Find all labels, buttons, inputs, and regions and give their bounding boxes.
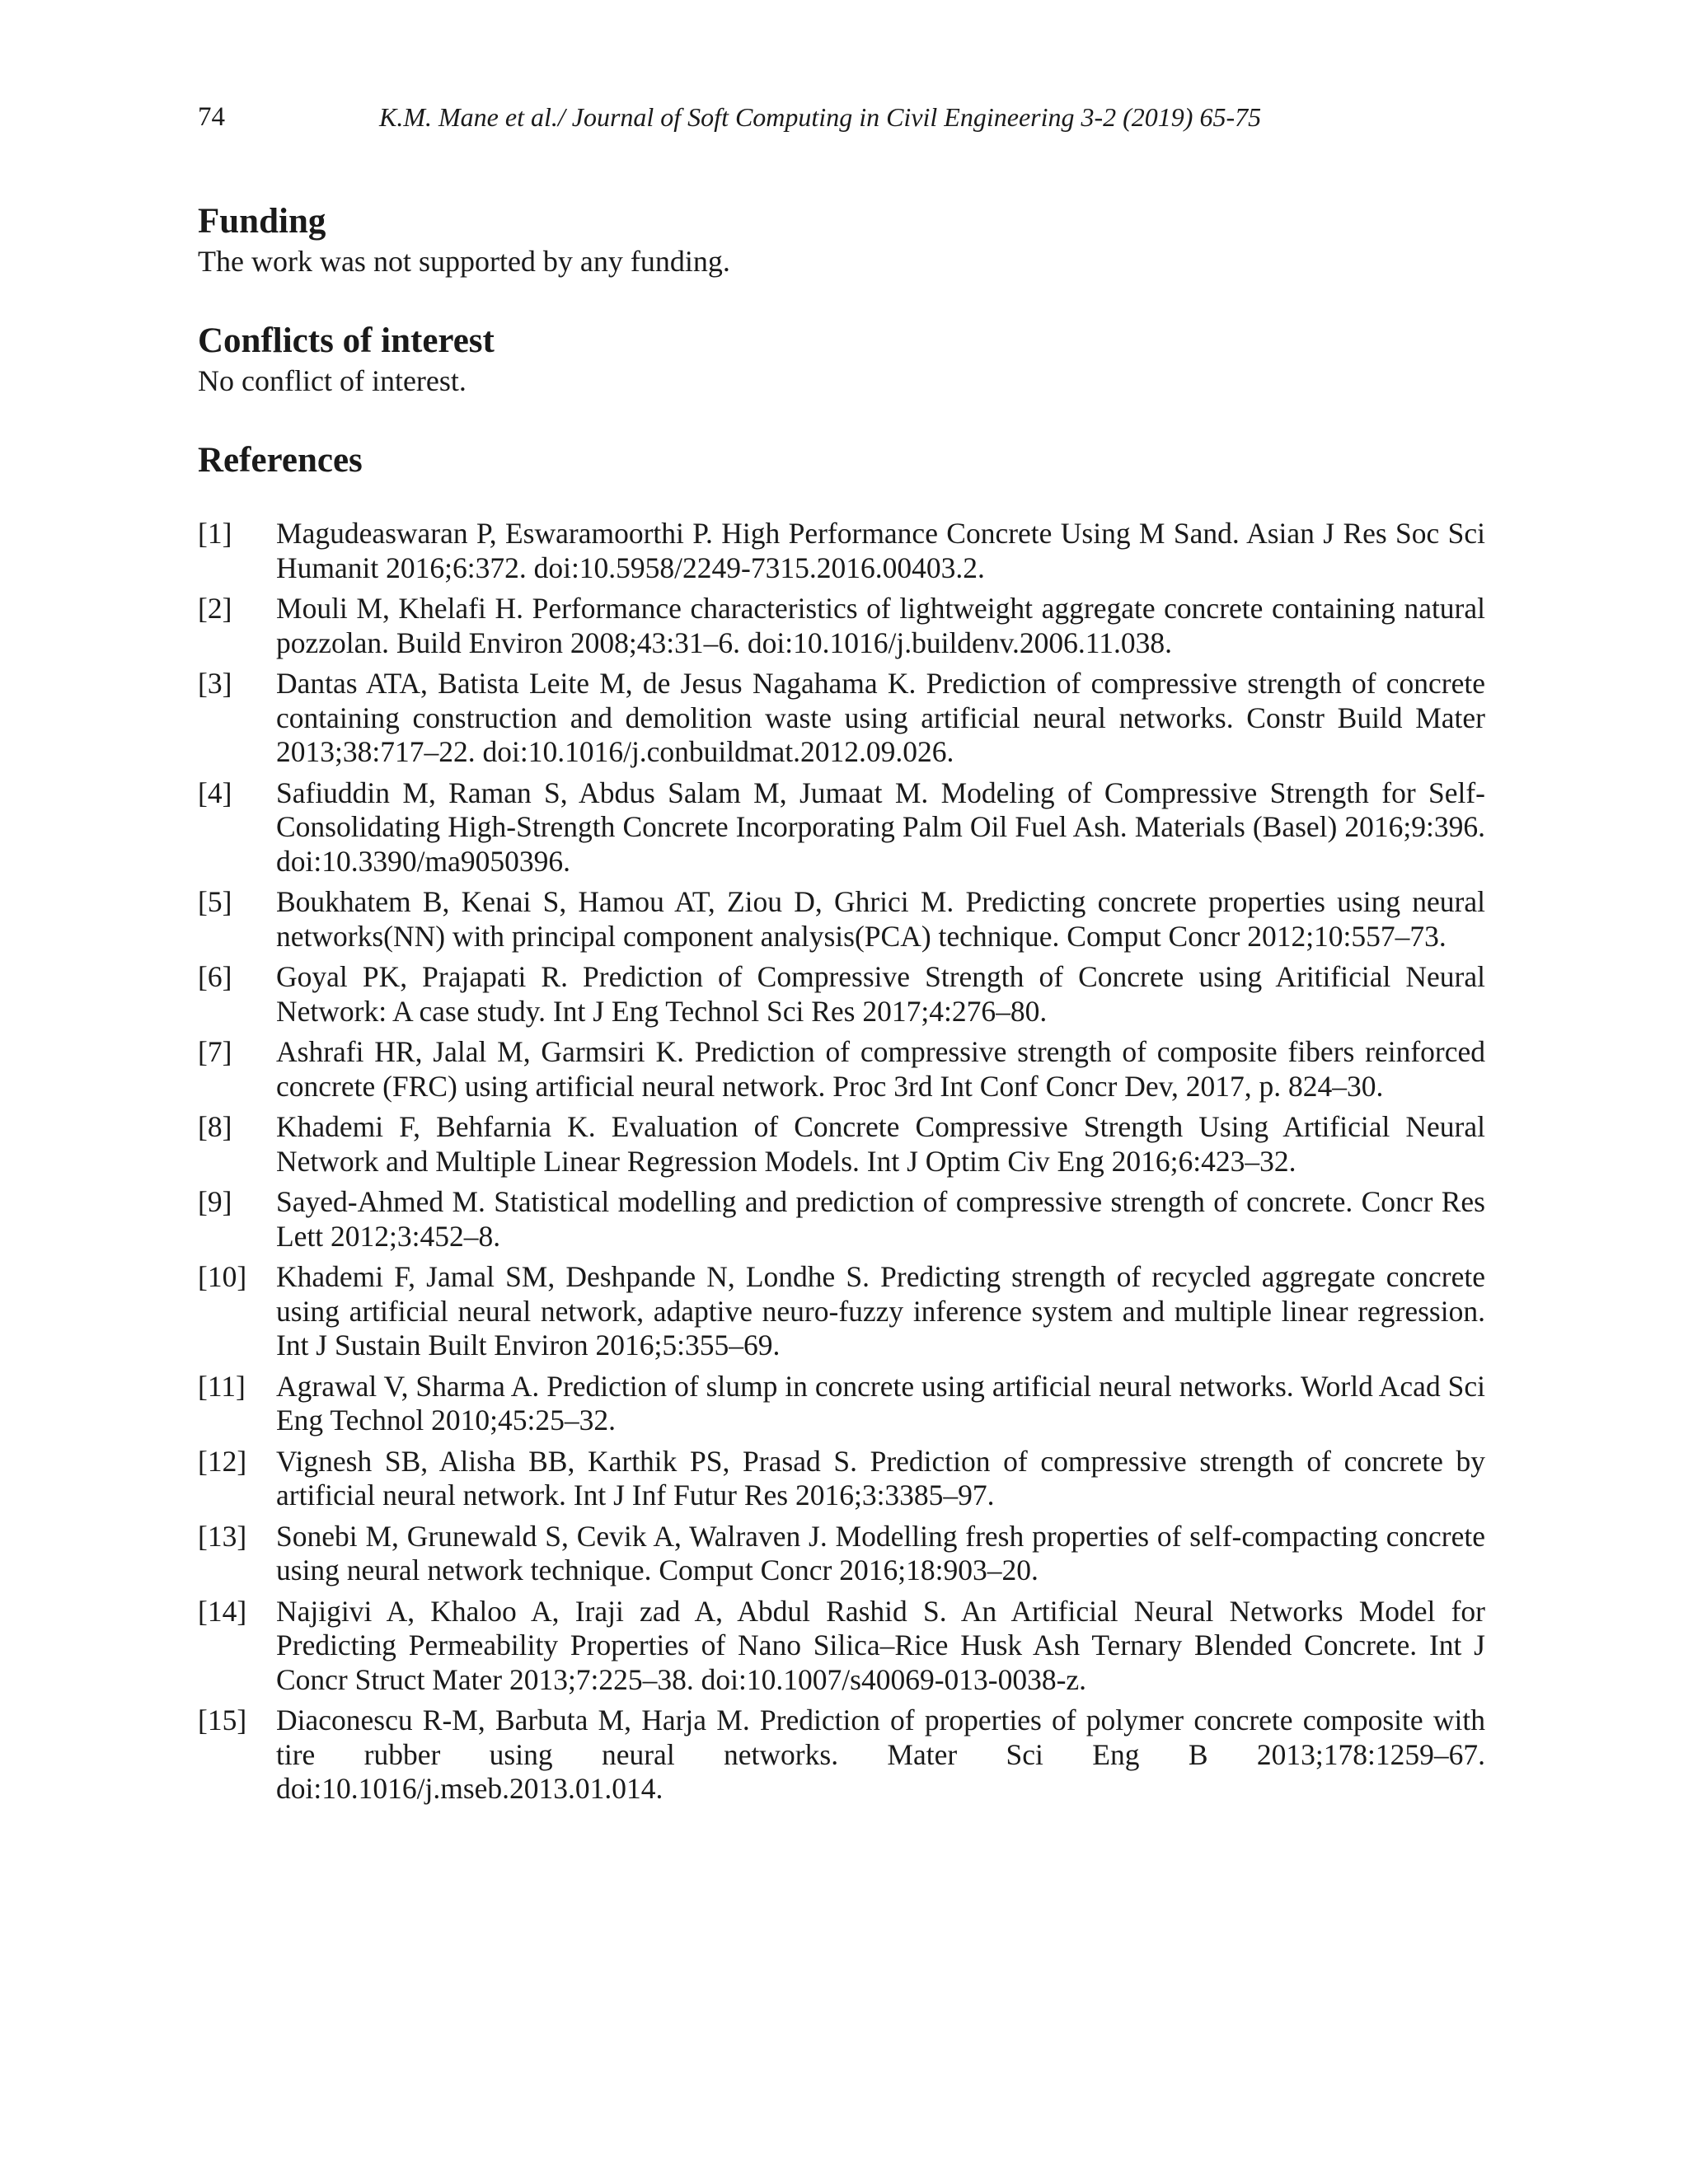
reference-label: [13] [198, 1519, 247, 1553]
reference-item [198, 1110, 1485, 1179]
reference-label: [11] [198, 1369, 246, 1403]
reference-text: Magudeaswaran P, Eswaramoorthi P. High Performance Concrete Using M Sand. Asian J Res Soc Sci Humanit 2016;6:372. doi:10.5958/2249-7315.2016.00403.2. [276, 517, 1485, 584]
reference-text: Dantas ATA, Batista Leite M, de Jesus Nagahama K. Prediction of compressive strength of concrete containing construction and demolition waste using artificial neural networks. Constr Build Mater 2013;38:717–22. doi:10.1016/j.conbuildmat.2012.09.026. [276, 667, 1485, 768]
reference-text: Khademi F, Jamal SM, Deshpande N, Londhe S. Predicting strength of recycled aggregate concrete using artificial neural network, adaptive neuro-fuzzy inference system and multiple linear regression. Int J Sustain Built Environ 2016;5:355–69. [276, 1260, 1485, 1361]
reference-label: [14] [198, 1594, 247, 1628]
references-heading: References [198, 441, 363, 480]
conflicts-heading: Conflicts of interest [198, 321, 495, 360]
reference-text: Safiuddin M, Raman S, Abdus Salam M, Jumaat M. Modeling of Compressive Strength for Self-Consolidating High-Strength Concrete Incorporating Palm Oil Fuel Ash. Materials (Basel) 2016;9:396. doi:10.3390/ma9050396. [276, 776, 1485, 878]
reference-item [198, 592, 1485, 660]
reference-label: [3] [198, 667, 232, 700]
reference-item [198, 1185, 1485, 1254]
reference-text: Khademi F, Behfarnia K. Evaluation of Concrete Compressive Strength Using Artificial Neural Network and Multiple Linear Regression Models. Int J Optim Civ Eng 2016;6:423–32. [276, 1110, 1485, 1178]
funding-heading: Funding [198, 202, 326, 241]
reference-label: [4] [198, 776, 232, 809]
reference-label: [15] [198, 1704, 247, 1736]
reference-item [198, 1704, 1485, 1807]
reference-item [198, 517, 1485, 585]
reference-text: Ashrafi HR, Jalal M, Garmsiri K. Prediction of compressive strength of composite fibers reinforced concrete (FRC) using artificial neural network. Proc 3rd Int Conf Concr Dev, 2017, p. 824–30. [276, 1035, 1485, 1103]
reference-item [198, 960, 1485, 1029]
reference-item [198, 1520, 1485, 1588]
reference-text: Vignesh SB, Alisha BB, Karthik PS, Prasad S. Prediction of compressive strength of concrete by artificial neural network. Int J Inf Futur Res 2016;3:3385–97. [276, 1444, 1485, 1511]
reference-text: Sonebi M, Grunewald S, Cevik A, Walraven J. Modelling fresh properties of self-compacting concrete using neural network technique. Comput Concr 2016;18:903–20. [276, 1519, 1485, 1586]
reference-label: [5] [198, 885, 232, 918]
reference-text: Mouli M, Khelafi H. Performance characteristics of lightweight aggregate concrete containing natural pozzolan. Build Environ 2008;43:31–6. doi:10.1016/j.buildenv.2006.11.038. [276, 592, 1485, 659]
reference-text: Agrawal V, Sharma A. Prediction of slump in concrete using artificial neural networks. World Acad Sci Eng Technol 2010;45:25–32. [276, 1369, 1485, 1436]
reference-label: [1] [198, 517, 232, 550]
reference-label: [2] [198, 592, 232, 625]
reference-text: Sayed-Ahmed M. Statistical modelling and prediction of compressive strength of concrete. Concr Res Lett 2012;3:452–8. [276, 1185, 1485, 1253]
reference-item [198, 1260, 1485, 1363]
reference-item [198, 1595, 1485, 1698]
reference-text: Najigivi A, Khaloo A, Iraji zad A, Abdul Rashid S. An Artificial Neural Networks Model for Predicting Permeability Properties of Nano Silica–Rice Husk Ash Ternary Blended Concrete. Int J Concr Struct Mater 2013;7:225–38. doi:10.1007/s40069-013-0038-z. [276, 1594, 1485, 1696]
reference-label: [10] [198, 1260, 247, 1293]
reference-text: Boukhatem B, Kenai S, Hamou AT, Ziou D, Ghrici M. Predicting concrete properties using neural networks(NN) with principal component analysis(PCA) technique. Comput Concr 2012;10:557–73. [276, 885, 1485, 953]
funding-text: The work was not supported by any funding. [198, 245, 730, 278]
reference-label: [8] [198, 1110, 232, 1143]
running-header: K.M. Mane et al./ Journal of Soft Computing in Civil Engineering 3-2 (2019) 65-75 [379, 102, 1262, 132]
page-number: 74 [198, 102, 225, 132]
reference-item [198, 1445, 1485, 1513]
reference-item [198, 1035, 1485, 1104]
reference-label: [6] [198, 960, 232, 993]
reference-label: [12] [198, 1444, 247, 1478]
reference-item [198, 667, 1485, 770]
reference-label: [7] [198, 1035, 232, 1068]
reference-text: Diaconescu R-M, Barbuta M, Harja M. Prediction of properties of polymer concrete composite with tire rubber using neural networks. Mater Sci Eng B 2013;178:1259–67. doi:10.1016/j.mseb.2013.01.014. [276, 1704, 1485, 1805]
reference-item [198, 776, 1485, 879]
conflicts-text: No conflict of interest. [198, 364, 467, 397]
reference-text: Goyal PK, Prajapati R. Prediction of Compressive Strength of Concrete using Aritificial Neural Network: A case study. Int J Eng Technol Sci Res 2017;4:276–80. [276, 960, 1485, 1028]
reference-item [198, 1370, 1485, 1438]
reference-list [198, 517, 1485, 1807]
reference-label: [9] [198, 1185, 232, 1218]
reference-item [198, 885, 1485, 954]
page-content [198, 188, 1485, 1813]
